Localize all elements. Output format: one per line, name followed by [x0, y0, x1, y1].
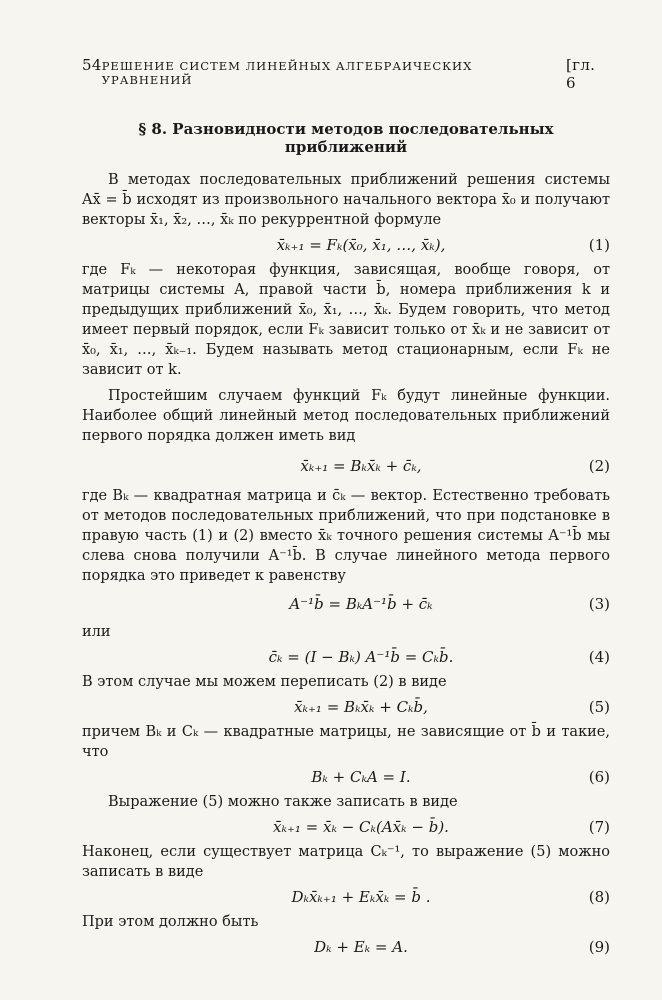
equation-8 [82, 882, 610, 912]
running-title: РЕШЕНИЕ СИСТЕМ ЛИНЕЙНЫХ АЛГЕБРАИЧЕСКИХ УРАВНЕНИЙ [101, 59, 473, 87]
equation-body: x̄ₖ₊₁ = Fₖ(x̄₀, x̄₁, …, x̄ₖ), [276, 236, 446, 254]
paragraph-4: где Bₖ — квадратная матрица и c̄ₖ — вектор. Естественно требовать от методов последовательных приближений, что при подстановке в правую часть (1) и (2) вместо x̄ₖ точного решения системы A⁻¹b̄ мы слева снова получили A⁻¹b̄. В случае линейного метода первого порядка это приведет к равенству [82, 488, 610, 584]
paragraph-5: или [82, 624, 111, 640]
equation-1 [82, 230, 610, 260]
equation-number: (4) [588, 648, 610, 666]
equation-number: (1) [588, 236, 610, 254]
paragraph-7: причем Bₖ и Cₖ — квадратные матрицы, не зависящие от b̄ и такие, что [82, 724, 610, 760]
equation-body: Dₖ + Eₖ = A. [314, 938, 408, 956]
page-header [82, 56, 610, 92]
equation-number: (5) [588, 698, 610, 716]
equation-body: x̄ₖ₊₁ = Bₖx̄ₖ + Cₖb̄, [294, 698, 428, 716]
equation-number: (2) [588, 457, 610, 475]
equation-4 [82, 642, 610, 672]
equation-7 [82, 812, 610, 842]
paragraph-2: где Fₖ — некоторая функция, зависящая, вообще говоря, от матрицы системы A, правой части b̄, номера приближения k и предыдущих приближений x̄₀, x̄₁, …, x̄ₖ. Будем говорить, что метод имеет первый порядок, если Fₖ зависит только от x̄ₖ и не зависит от x̄₀, x̄₁, …, x̄ₖ₋₁. Будем называть метод стационарным, если Fₖ не зависит от k. [82, 262, 610, 378]
equation-9 [82, 932, 610, 962]
section-title: § 8. Разновидности методов последовательных приближений [138, 120, 554, 156]
equation-body: Bₖ + CₖA = I. [311, 768, 411, 786]
equation-5 [82, 692, 610, 722]
equation-body: Dₖx̄ₖ₊₁ + Eₖx̄ₖ = b̄ . [291, 888, 431, 906]
equation-number: (8) [588, 888, 610, 906]
equation-number: (7) [588, 818, 610, 836]
paragraph-10: При этом должно быть [82, 914, 259, 930]
equation-body: x̄ₖ₊₁ = Bₖx̄ₖ + c̄ₖ, [300, 457, 422, 475]
equation-body: A⁻¹b̄ = BₖA⁻¹b̄ + c̄ₖ [289, 595, 433, 613]
equation-body: c̄ₖ = (I − Bₖ) A⁻¹b̄ = Cₖb̄. [268, 648, 454, 666]
equation-body: x̄ₖ₊₁ = x̄ₖ − Cₖ(Ax̄ₖ − b̄). [273, 818, 449, 836]
paragraph-9: Наконец, если существует матрица Cₖ⁻¹, то выражение (5) можно записать в виде [82, 844, 610, 880]
equation-number: (9) [588, 938, 610, 956]
paragraph-1: В методах последовательных приближений решения системы Ax̄ = b̄ исходят из произвольного начального вектора x̄₀ и получают векторы x̄₁, x̄₂, …, x̄ₖ по рекуррентной формуле [82, 172, 610, 228]
book-page [82, 56, 610, 962]
paragraph-8: Выражение (5) можно также записать в виде [108, 794, 458, 810]
chapter-ref: [гл. 6 [566, 56, 596, 92]
page-number: 54 [82, 56, 102, 74]
equation-2 [82, 446, 610, 486]
equation-3 [82, 586, 610, 622]
equation-number: (3) [588, 595, 610, 613]
equation-number: (6) [588, 768, 610, 786]
paragraph-3: Простейшим случаем функций Fₖ будут линейные функции. Наиболее общий линейный метод последовательных приближений первого порядка должен иметь вид [82, 388, 610, 444]
equation-6 [82, 762, 610, 792]
paragraph-6: В этом случае мы можем переписать (2) в виде [82, 674, 447, 690]
